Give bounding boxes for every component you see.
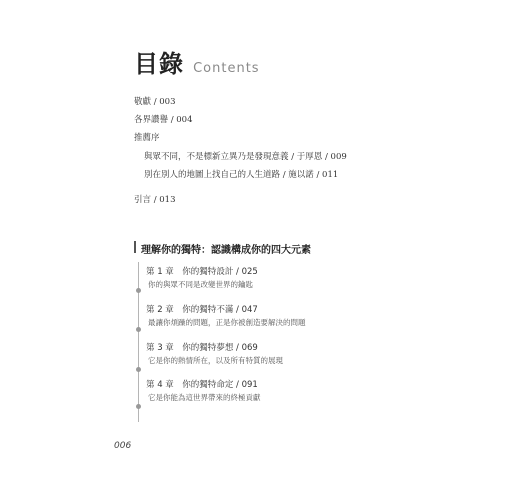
timeline-dot	[136, 404, 141, 409]
title-chinese: 目錄	[134, 50, 184, 78]
timeline-dot	[136, 327, 141, 332]
chapter-subtitle: 你的與眾不同是改變世界的鑰匙	[148, 280, 253, 289]
chapter-title: 第 3 章 你的獨特夢想 / 069	[146, 343, 258, 353]
toc-entry-preface-1: 與眾不同，不是標新立異乃是發現意義 / 于厚恩 / 009	[144, 152, 347, 162]
toc-entry-preface-2: 別在別人的地圖上找自己的人生道路 / 施以諾 / 011	[144, 170, 339, 180]
part-accent-bar	[134, 241, 136, 253]
chapter-title: 第 1 章 你的獨特設計 / 025	[146, 267, 258, 277]
chapter-title: 第 2 章 你的獨特不滿 / 047	[146, 305, 258, 315]
part-title: 理解你的獨特：認識構成你的四大元素	[141, 245, 311, 256]
chapter-timeline	[138, 262, 139, 422]
title-english: Contents	[193, 61, 260, 76]
chapter-entry-2	[146, 303, 306, 328]
toc-entry-introduction: 引言 / 013	[134, 195, 176, 205]
chapter-entry-1	[146, 265, 258, 290]
toc-entry-endorsements: 各界讚譽 / 004	[134, 115, 193, 125]
chapter-title: 第 4 章 你的獨特命定 / 091	[146, 380, 258, 390]
chapter-entry-3	[146, 341, 283, 366]
timeline-dot	[136, 288, 141, 293]
timeline-dot	[136, 367, 141, 372]
page-title	[134, 44, 260, 78]
toc-entry-dedication: 敬獻 / 003	[134, 97, 176, 107]
chapter-entry-4	[146, 378, 261, 403]
page-number: 006	[114, 441, 132, 451]
chapter-subtitle: 它是你能為這世界帶來的終極貢獻	[148, 393, 261, 402]
toc-entry-preface-heading: 推薦序	[134, 133, 160, 143]
chapter-subtitle: 最讓你煩躁的問題，正是你被創造要解決的問題	[148, 318, 306, 327]
chapter-subtitle: 它是你的熱情所在，以及所有特質的展現	[148, 356, 283, 365]
